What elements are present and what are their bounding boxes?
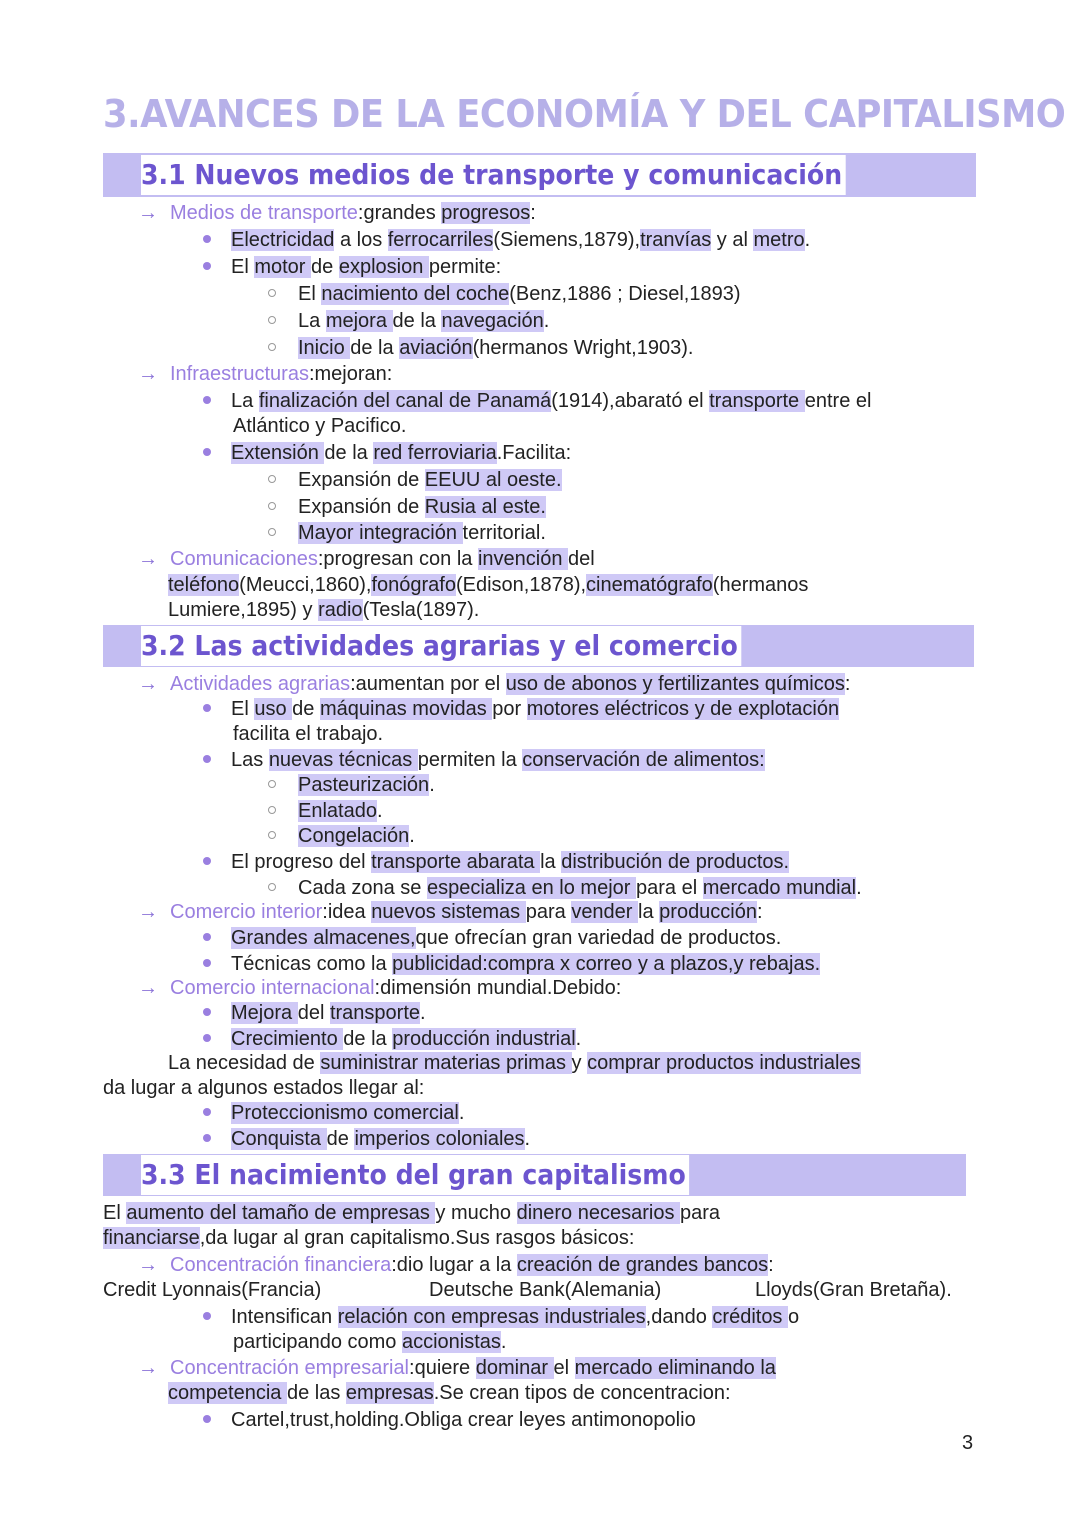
circle-bullet-icon [268, 528, 276, 536]
bullet-icon [203, 1108, 211, 1116]
section-heading-3-3: 3.3 El nacimiento del gran capitalismo [141, 1155, 689, 1195]
arrow-right-icon: → [138, 548, 158, 570]
line-concentracion-financiera: → Concentración financiera:dio lugar a la creación de grandes bancos: [138, 1254, 774, 1276]
list-item: El uso de máquinas movidas por motores eléctricos y de explotación [203, 696, 839, 722]
list-item: Intensifican relación con empresas industriales,dando créditos o [203, 1304, 799, 1330]
line-infraestructuras: → Infraestructuras:mejoran: [138, 363, 393, 385]
bullet-icon [203, 933, 211, 941]
bullet-icon [203, 1312, 211, 1320]
list-item: Cartel,trust,holding.Obliga crear leyes antimonopolio [203, 1407, 696, 1433]
bullet-icon [203, 396, 211, 404]
circle-bullet-icon [268, 316, 276, 324]
list-item: Técnicas como la publicidad:compra x correo y a plazos,y rebajas. [203, 951, 820, 977]
list-item-cont: participando como accionistas. [233, 1331, 507, 1353]
paragraph-line: da lugar a algunos estados llegar al: [103, 1077, 425, 1099]
circle-bullet-icon [268, 831, 276, 839]
sub-list-item: Mayor integración territorial. [268, 520, 546, 546]
line-comercio-internacional: → Comercio internacional:dimensión mundial.Debido: [138, 977, 622, 999]
list-item: Extensión de la red ferroviaria.Facilita: [203, 440, 571, 466]
line-cont: Lumiere,1895) y radio(Tesla(1897). [168, 599, 480, 621]
bullet-icon [203, 1415, 211, 1423]
circle-bullet-icon [268, 289, 276, 297]
circle-bullet-icon [268, 343, 276, 351]
line-comunicaciones: → Comunicaciones:progresan con la invención del [138, 548, 595, 570]
sub-list-item: Inicio de la aviación(hermanos Wright,1903). [268, 335, 693, 361]
sub-list-item: Enlatado. [268, 798, 383, 824]
list-item: Mejora del transporte. [203, 1000, 426, 1026]
sub-list-item: Pasteurización. [268, 772, 435, 798]
line-agrarias: → Actividades agrarias:aumentan por el uso de abonos y fertilizantes químicos: [138, 673, 851, 695]
line-cont: teléfono(Meucci,1860),fonógrafo(Edison,1878),cinematógrafo(hermanos [168, 574, 809, 596]
sub-list-item: Expansión de EEUU al oeste. [268, 467, 562, 493]
list-item-cont: facilita el trabajo. [233, 723, 384, 745]
bullet-icon [203, 1034, 211, 1042]
bullet-icon [203, 959, 211, 967]
bullet-icon [203, 857, 211, 865]
sub-list-item: El nacimiento del coche(Benz,1886 ; Diesel,1893) [268, 281, 740, 307]
list-item: Las nuevas técnicas permiten la conservación de alimentos: [203, 747, 765, 773]
arrow-right-icon: → [138, 1357, 158, 1379]
circle-bullet-icon [268, 806, 276, 814]
circle-bullet-icon [268, 780, 276, 788]
list-item: Grandes almacenes,que ofrecían gran variedad de productos. [203, 925, 781, 951]
arrow-right-icon: → [138, 673, 158, 695]
bullet-icon [203, 755, 211, 763]
list-item-cont: Atlántico y Pacifico. [233, 415, 407, 437]
circle-bullet-icon [268, 475, 276, 483]
arrow-right-icon: → [138, 202, 158, 224]
section-heading-3-2: 3.2 Las actividades agrarias y el comercio [141, 626, 741, 666]
bank-deutsche: Deutsche Bank(Alemania) [429, 1279, 662, 1301]
page-title: 3.AVANCES DE LA ECONOMÍA Y DEL CAPITALISMO [103, 92, 1066, 136]
sub-list-item: Congelación. [268, 823, 415, 849]
list-item: El motor de explosion permite: [203, 254, 501, 280]
arrow-right-icon: → [138, 901, 158, 923]
list-item: Electricidad a los ferrocarriles(Siemens,1879),tranvías y al metro. [203, 227, 810, 253]
line-concentracion-empresarial: → Concentración empresarial:quiere dominar el mercado eliminando la [138, 1357, 776, 1379]
circle-bullet-icon [268, 883, 276, 891]
bullet-icon [203, 704, 211, 712]
line-comercio-interior: → Comercio interior:idea nuevos sistemas para vender la producción: [138, 901, 763, 923]
line-transporte: → Medios de transporte:grandes progresos: [138, 202, 536, 224]
list-item: La finalización del canal de Panamá(1914),abarató el transporte entre el [203, 388, 871, 414]
arrow-right-icon: → [138, 1254, 158, 1276]
section-heading-3-1: 3.1 Nuevos medios de transporte y comunicación [141, 155, 846, 195]
list-item: Conquista de imperios coloniales. [203, 1126, 530, 1152]
bullet-icon [203, 1008, 211, 1016]
bullet-icon [203, 448, 211, 456]
page-number: 3 [962, 1432, 974, 1454]
bullet-icon [203, 235, 211, 243]
list-item: Crecimiento de la producción industrial. [203, 1026, 581, 1052]
list-item: Proteccionismo comercial. [203, 1100, 464, 1126]
bullet-icon [203, 262, 211, 270]
paragraph-line: financiarse,da lugar al gran capitalismo.Sus rasgos básicos: [103, 1227, 635, 1249]
sub-list-item: La mejora de la navegación. [268, 308, 549, 334]
bullet-icon [203, 1134, 211, 1142]
paragraph-line: El aumento del tamaño de empresas y mucho dinero necesarios para [103, 1202, 721, 1224]
arrow-right-icon: → [138, 363, 158, 385]
bank-lloyds: Lloyds(Gran Bretaña). [755, 1279, 952, 1301]
arrow-right-icon: → [138, 977, 158, 999]
bank-credit-lyonnais: Credit Lyonnais(Francia) [103, 1279, 322, 1301]
circle-bullet-icon [268, 502, 276, 510]
line-cont: competencia de las empresas.Se crean tipos de concentracion: [168, 1382, 731, 1404]
paragraph-line: La necesidad de suministrar materias primas y comprar productos industriales [168, 1052, 861, 1074]
sub-list-item: Cada zona se especializa en lo mejor para el mercado mundial. [268, 875, 862, 901]
sub-list-item: Expansión de Rusia al este. [268, 494, 546, 520]
list-item: El progreso del transporte abarata la distribución de productos. [203, 849, 789, 875]
